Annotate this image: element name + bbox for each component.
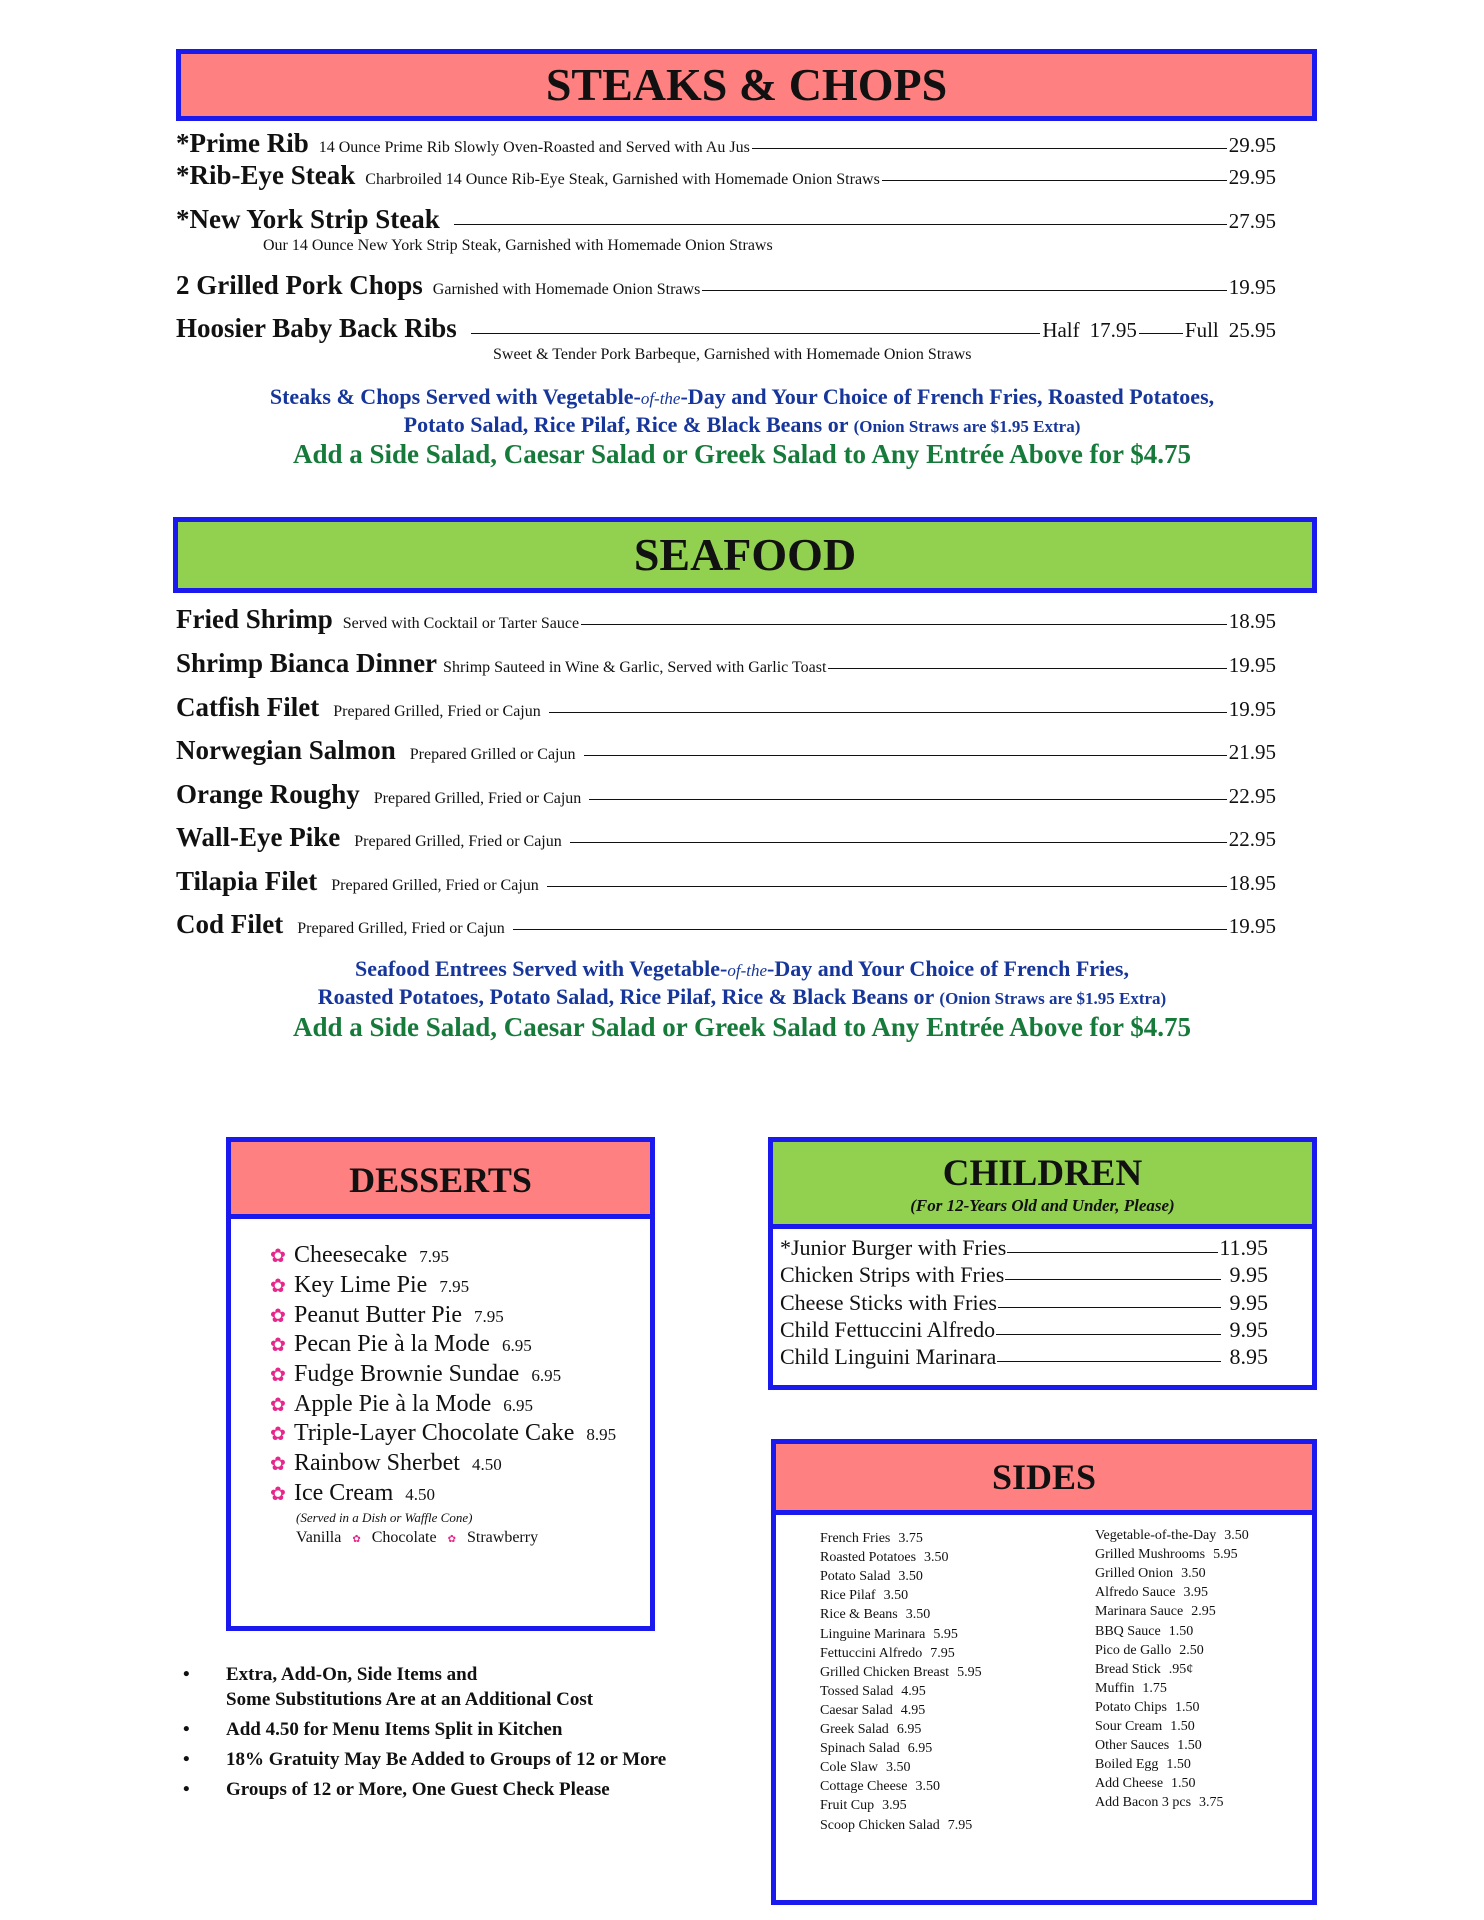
children-item: *Junior Burger with Fries 11.95 xyxy=(780,1235,1268,1260)
side-item: Muffin 1.75 xyxy=(1095,1680,1167,1696)
policy-item: • Groups of 12 or More, One Guest Check Please xyxy=(183,1779,610,1800)
children-item: Child Fettuccini Alfredo 9.95 xyxy=(780,1317,1268,1342)
side-item: Tossed Salad 4.95 xyxy=(820,1683,926,1699)
bullet-icon: • xyxy=(183,1664,190,1685)
menu-item xyxy=(176,779,1276,810)
side-item: Sour Cream 1.50 xyxy=(1095,1719,1195,1734)
menu-item xyxy=(176,735,1276,766)
item-subdescription: Sweet & Tender Pork Barbeque, Garnished with Homemade Onion Straws xyxy=(493,346,972,363)
item-description: Prepared Grilled, Fried or Cajun xyxy=(333,703,541,720)
item-description: 14 Ounce Prime Rib Slowly Oven-Roasted and Served with Au Jus xyxy=(318,139,750,156)
half-label: Half xyxy=(1042,318,1080,342)
flavor-list: Vanilla ✿ Chocolate ✿ Strawberry xyxy=(296,1529,539,1546)
children-subtitle: (For 12-Years Old and Under, Please) xyxy=(910,1196,1175,1215)
flower-icon: ✿ xyxy=(270,1484,286,1505)
side-item: Marinara Sauce 2.95 xyxy=(1095,1604,1216,1620)
leader-line xyxy=(471,333,1041,334)
side-item: Potato Salad 3.50 xyxy=(820,1569,923,1585)
desserts-banner xyxy=(226,1137,655,1219)
bullet-icon: • xyxy=(183,1749,190,1770)
item-description: Charbroiled 14 Ounce Rib-Eye Steak, Garnished with Homemade Onion Straws xyxy=(365,171,880,188)
seafood-title: SEAFOOD xyxy=(633,529,857,580)
flower-icon: ✿ xyxy=(270,1365,286,1386)
children-item: Chicken Strips with Fries 9.95 xyxy=(780,1262,1268,1287)
item-price: 18.95 xyxy=(1228,609,1276,633)
item-price: 29.95 xyxy=(1228,165,1276,189)
sides-banner xyxy=(771,1439,1317,1515)
item-name: Wall-Eye Pike xyxy=(176,822,341,852)
leader-line xyxy=(1139,333,1183,334)
item-name: *New York Strip Steak xyxy=(176,204,440,234)
item-price: 19.95 xyxy=(1228,914,1276,938)
item-name: 2 Grilled Pork Chops xyxy=(176,270,423,300)
leader-line xyxy=(584,755,1227,756)
side-item: Alfredo Sauce 3.95 xyxy=(1095,1585,1208,1601)
menu-item xyxy=(176,866,1276,897)
item-price: 19.95 xyxy=(1228,653,1276,677)
side-item: Greek Salad 6.95 xyxy=(820,1722,922,1737)
side-item: Rice Pilaf 3.50 xyxy=(820,1588,909,1604)
sides-title: SIDES xyxy=(991,1457,1097,1497)
side-item: BBQ Sauce 1.50 xyxy=(1095,1623,1194,1639)
side-item: Spinach Salad 6.95 xyxy=(820,1741,933,1757)
item-description: Prepared Grilled, Fried or Cajun xyxy=(354,833,562,850)
item-name: *Rib-Eye Steak xyxy=(176,160,356,190)
item-name: Norwegian Salmon xyxy=(176,735,396,765)
leader-line xyxy=(589,799,1226,800)
item-description: Prepared Grilled, Fried or Cajun xyxy=(331,877,539,894)
leader-line xyxy=(882,180,1227,181)
menu-item xyxy=(176,822,1276,853)
item-subdescription: Our 14 Ounce New York Strip Steak, Garnished with Homemade Onion Straws xyxy=(263,237,773,254)
children-item: Cheese Sticks with Fries 9.95 xyxy=(780,1290,1268,1315)
item-description: Prepared Grilled or Cajun xyxy=(409,746,576,763)
flower-icon: ✿ xyxy=(352,1534,361,1545)
item-name: Hoosier Baby Back Ribs xyxy=(176,313,457,343)
item-name: Orange Roughy xyxy=(176,779,360,809)
flower-icon: ✿ xyxy=(270,1424,286,1445)
side-item: Caesar Salad 4.95 xyxy=(820,1702,926,1718)
item-name: Catfish Filet xyxy=(176,692,320,722)
side-item: Bread Stick .95¢ xyxy=(1095,1661,1194,1677)
side-item: Other Sauces 1.50 xyxy=(1095,1738,1202,1754)
children-title: CHILDREN xyxy=(942,1153,1143,1194)
leader-line xyxy=(828,668,1226,669)
menu-item xyxy=(176,270,1276,301)
half-price: 17.95 xyxy=(1089,318,1137,342)
item-price: 27.95 xyxy=(1228,209,1276,233)
dessert-item: ✿ Pecan Pie à la Mode 6.95 xyxy=(270,1331,532,1357)
steaks-salad-note: Add a Side Salad, Caesar Salad or Greek Salad to Any Entrée Above for $4.75 xyxy=(292,439,1192,469)
item-price: 22.95 xyxy=(1228,784,1276,808)
menu-item xyxy=(176,128,1276,159)
item-price: 19.95 xyxy=(1228,697,1276,721)
steaks-sides-note-2: Potato Salad, Rice Pilaf, Rice & Black Beans or (Onion Straws are $1.95 Extra) xyxy=(403,412,1081,437)
side-item: Pico de Gallo 2.50 xyxy=(1095,1642,1204,1658)
policy-item: • 18% Gratuity May Be Added to Groups of 12 or More xyxy=(183,1749,667,1770)
steaks-banner xyxy=(176,49,1317,121)
item-price: 29.95 xyxy=(1228,133,1276,157)
bullet-icon: • xyxy=(183,1779,190,1800)
menu-item xyxy=(176,204,1276,235)
policy-item: • Extra, Add-On, Side Items and xyxy=(183,1664,478,1685)
item-name: Shrimp Bianca Dinner xyxy=(176,648,438,678)
flower-icon: ✿ xyxy=(270,1276,286,1297)
dessert-item: ✿ Fudge Brownie Sundae 6.95 xyxy=(270,1361,562,1387)
policy-item: • Add 4.50 for Menu Items Split in Kitchen xyxy=(183,1719,563,1740)
item-price: 21.95 xyxy=(1228,740,1276,764)
desserts-title: DESSERTS xyxy=(349,1160,532,1200)
dessert-item: ✿ Cheesecake 7.95 xyxy=(270,1242,450,1268)
dessert-item: ✿ Apple Pie à la Mode 6.95 xyxy=(270,1391,534,1417)
flower-icon: ✿ xyxy=(270,1306,286,1327)
flower-icon: ✿ xyxy=(270,1246,286,1267)
seafood-sides-note-2: Roasted Potatoes, Potato Salad, Rice Pilaf, Rice & Black Beans or (Onion Straws are $1.95 Extra) xyxy=(317,984,1167,1009)
leader-line xyxy=(547,886,1227,887)
menu-item xyxy=(176,648,1276,679)
bullet-icon: • xyxy=(183,1719,190,1740)
steaks-title: STEAKS & CHOPS xyxy=(545,59,948,110)
item-name: Tilapia Filet xyxy=(176,866,318,896)
side-item: Potato Chips 1.50 xyxy=(1095,1699,1200,1715)
item-name: *Prime Rib xyxy=(176,128,309,158)
seafood-banner xyxy=(173,517,1317,593)
item-description: Prepared Grilled, Fried or Cajun xyxy=(297,920,505,937)
flower-icon: ✿ xyxy=(270,1454,286,1475)
menu-item-ribs xyxy=(176,313,1276,344)
leader-line xyxy=(549,712,1227,713)
dessert-item: ✿ Key Lime Pie 7.95 xyxy=(270,1272,470,1298)
side-item: Add Cheese 1.50 xyxy=(1095,1776,1196,1792)
item-price: 19.95 xyxy=(1228,275,1276,299)
children-item: Child Linguini Marinara 8.95 xyxy=(780,1344,1268,1369)
leader-line xyxy=(752,148,1227,149)
item-description: Shrimp Sauteed in Wine & Garlic, Served with Garlic Toast xyxy=(443,659,827,676)
item-name: Cod Filet xyxy=(176,909,284,939)
menu-item xyxy=(176,604,1276,635)
side-item: Rice & Beans 3.50 xyxy=(820,1607,931,1623)
ice-cream-note: (Served in a Dish or Waffle Cone) xyxy=(296,1510,473,1525)
flower-icon: ✿ xyxy=(447,1534,456,1545)
menu-item xyxy=(176,909,1276,940)
menu-item xyxy=(176,692,1276,723)
dessert-item: ✿ Ice Cream 4.50 xyxy=(270,1480,436,1506)
children-banner xyxy=(768,1137,1317,1229)
side-item: Cole Slaw 3.50 xyxy=(820,1760,911,1776)
flower-icon: ✿ xyxy=(270,1395,286,1416)
side-item: Add Bacon 3 pcs 3.75 xyxy=(1095,1795,1224,1811)
seafood-sides-note: Seafood Entrees Served with Vegetable-of-the-Day and Your Choice of French Fries, xyxy=(355,956,1129,981)
item-price: 22.95 xyxy=(1228,827,1276,851)
steaks-sides-note: Steaks & Chops Served with Vegetable-of-the-Day and Your Choice of French Fries, Roasted Potatoes, xyxy=(269,384,1215,409)
flower-icon: ✿ xyxy=(270,1335,286,1356)
side-item: Grilled Chicken Breast 5.95 xyxy=(820,1664,982,1680)
leader-line xyxy=(570,842,1227,843)
side-item: Fruit Cup 3.95 xyxy=(820,1798,907,1814)
dessert-item: ✿ Rainbow Sherbet 4.50 xyxy=(270,1450,502,1476)
item-name: Fried Shrimp xyxy=(176,604,333,634)
leader-line xyxy=(513,929,1227,930)
side-item: Boiled Egg 1.50 xyxy=(1095,1757,1191,1773)
side-item: French Fries 3.75 xyxy=(820,1531,923,1546)
item-description: Prepared Grilled, Fried or Cajun xyxy=(373,790,582,807)
full-label: Full xyxy=(1184,318,1219,342)
side-item: Scoop Chicken Salad 7.95 xyxy=(820,1817,973,1833)
dessert-item: ✿ Triple-Layer Chocolate Cake 8.95 xyxy=(270,1420,617,1446)
side-item: Cottage Cheese 3.50 xyxy=(820,1779,940,1795)
policy-item-cont: Some Substitutions Are at an Additional Cost xyxy=(226,1689,594,1710)
side-item: Linguine Marinara 5.95 xyxy=(820,1626,958,1642)
leader-line xyxy=(702,290,1226,291)
seafood-salad-note: Add a Side Salad, Caesar Salad or Greek Salad to Any Entrée Above for $4.75 xyxy=(292,1012,1192,1042)
side-item: Roasted Potatoes 3.50 xyxy=(820,1550,949,1566)
leader-line xyxy=(454,224,1227,225)
side-item: Vegetable-of-the-Day 3.50 xyxy=(1095,1528,1249,1543)
side-item: Grilled Mushrooms 5.95 xyxy=(1095,1547,1238,1563)
item-price: 18.95 xyxy=(1228,871,1276,895)
item-description: Served with Cocktail or Tarter Sauce xyxy=(342,615,580,632)
leader-line xyxy=(581,624,1227,625)
side-item: Fettuccini Alfredo 7.95 xyxy=(820,1645,955,1661)
side-item: Grilled Onion 3.50 xyxy=(1095,1566,1206,1582)
menu-item xyxy=(176,160,1276,191)
full-price: 25.95 xyxy=(1228,318,1276,342)
dessert-item: ✿ Peanut Butter Pie 7.95 xyxy=(270,1302,504,1328)
item-description: Garnished with Homemade Onion Straws xyxy=(432,281,701,298)
